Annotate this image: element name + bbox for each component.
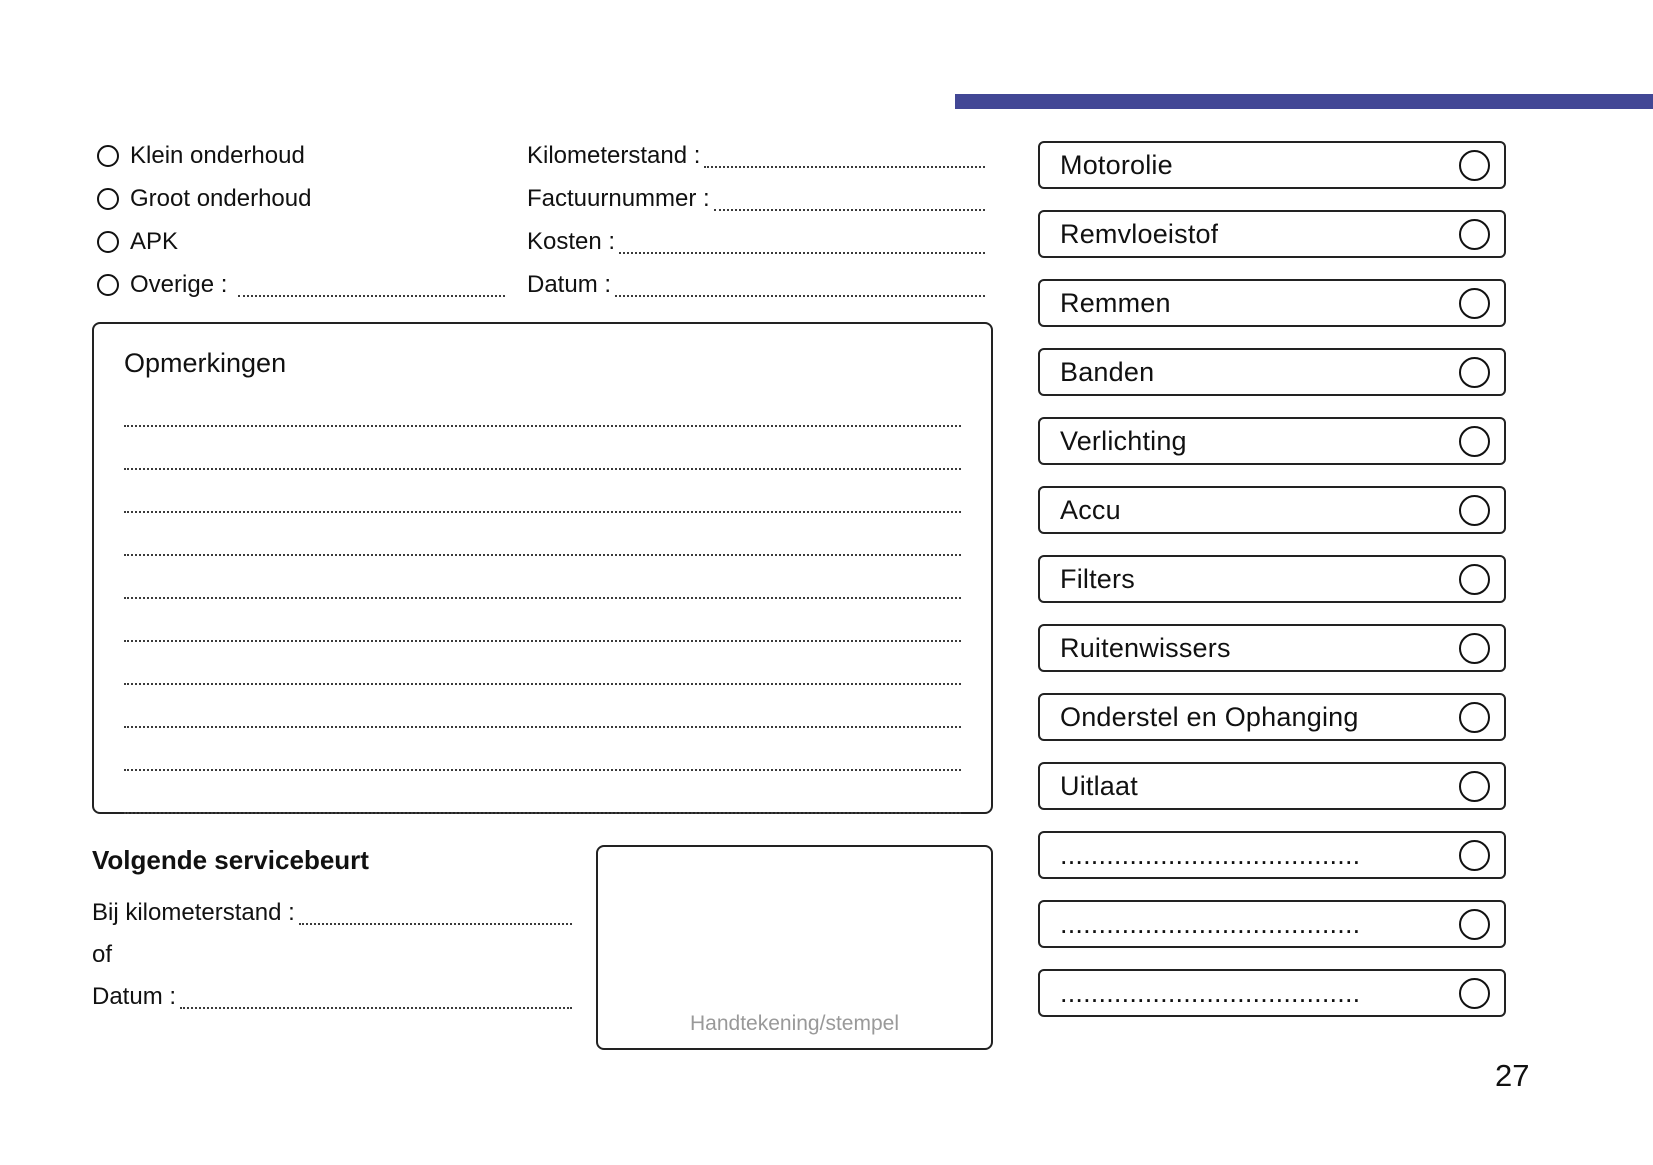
checklist-item-label: Filters	[1060, 563, 1135, 594]
page-number: 27	[1495, 1058, 1530, 1093]
checklist-item-accu	[1038, 486, 1506, 534]
checklist-item-label: .......................................	[1060, 908, 1361, 939]
checklist-item-uitlaat	[1038, 762, 1506, 810]
option-overige	[97, 263, 505, 306]
check-circle-icon	[1459, 495, 1490, 526]
service-type-options	[97, 134, 505, 306]
fill-line	[124, 642, 961, 685]
field-label: Factuurnummer :	[527, 184, 710, 212]
field-kosten	[527, 220, 985, 263]
next-service-date-row	[92, 976, 572, 1018]
next-service-or-label: of	[92, 941, 113, 968]
checklist-item-ruitenwissers	[1038, 624, 1506, 672]
checklist-item-label: .......................................	[1060, 977, 1361, 1008]
check-circle-icon	[1459, 633, 1490, 664]
field-datum	[527, 263, 985, 306]
checklist	[1038, 141, 1506, 1038]
checklist-item-remmen	[1038, 279, 1506, 327]
check-circle-icon	[1459, 840, 1490, 871]
fill-line	[704, 165, 985, 168]
checklist-item-banden	[1038, 348, 1506, 396]
next-service-section	[92, 845, 572, 1018]
checklist-item-label: .......................................	[1060, 839, 1361, 870]
fill-line	[238, 294, 505, 297]
option-apk	[97, 220, 505, 263]
checklist-item-label: Onderstel en Ophanging	[1060, 701, 1359, 732]
check-circle-icon	[1459, 564, 1490, 595]
check-circle-icon	[1459, 357, 1490, 388]
fill-line	[124, 384, 961, 427]
fill-line	[124, 513, 961, 556]
option-klein-onderhoud	[97, 134, 505, 177]
field-label: Datum :	[527, 270, 612, 298]
signature-box	[596, 845, 993, 1050]
fill-line	[299, 922, 572, 925]
checklist-item-motorolie	[1038, 141, 1506, 189]
checklist-item-verlichting	[1038, 417, 1506, 465]
fill-line	[124, 470, 961, 513]
accent-bar	[955, 94, 1653, 109]
remarks-box	[92, 322, 993, 814]
check-circle-icon	[1459, 219, 1490, 250]
field-label: Kilometerstand :	[527, 141, 701, 169]
fill-line	[124, 556, 961, 599]
fill-line	[180, 1006, 572, 1009]
signature-label: Handtekening/stempel	[690, 1012, 899, 1035]
checklist-item-label: Ruitenwissers	[1060, 632, 1231, 663]
fill-line	[124, 685, 961, 728]
radio-circle-icon	[97, 231, 119, 253]
option-label: Klein onderhoud	[130, 141, 305, 169]
checklist-item-label: Banden	[1060, 356, 1155, 387]
check-circle-icon	[1459, 426, 1490, 457]
checklist-item-remvloeistof	[1038, 210, 1506, 258]
checklist-item-label: Remvloeistof	[1060, 218, 1219, 249]
checklist-item-filters	[1038, 555, 1506, 603]
field-factuurnummer	[527, 177, 985, 220]
detail-fields	[527, 134, 985, 306]
check-circle-icon	[1459, 150, 1490, 181]
next-service-km-row	[92, 892, 572, 934]
checklist-item-label: Uitlaat	[1060, 770, 1138, 801]
checklist-item-blank-2	[1038, 900, 1506, 948]
checklist-item-blank-3	[1038, 969, 1506, 1017]
field-label: Datum :	[92, 983, 177, 1010]
field-label: Kosten :	[527, 227, 616, 255]
option-label: APK	[130, 227, 179, 255]
fill-line	[615, 294, 985, 297]
next-service-title: Volgende servicebeurt	[92, 845, 369, 875]
field-kilometerstand	[527, 134, 985, 177]
radio-circle-icon	[97, 188, 119, 210]
remarks-lines	[124, 384, 961, 814]
option-label: Groot onderhoud	[130, 184, 312, 212]
option-groot-onderhoud	[97, 177, 505, 220]
radio-circle-icon	[97, 145, 119, 167]
fill-line	[124, 427, 961, 470]
remarks-title: Opmerkingen	[124, 348, 287, 378]
checklist-item-label: Motorolie	[1060, 149, 1173, 180]
checklist-item-onderstel-en-ophanging	[1038, 693, 1506, 741]
fill-line	[124, 599, 961, 642]
fill-line	[714, 208, 985, 211]
field-label: Bij kilometerstand :	[92, 899, 295, 926]
check-circle-icon	[1459, 978, 1490, 1009]
check-circle-icon	[1459, 771, 1490, 802]
check-circle-icon	[1459, 288, 1490, 319]
checklist-item-blank-1	[1038, 831, 1506, 879]
check-circle-icon	[1459, 702, 1490, 733]
check-circle-icon	[1459, 909, 1490, 940]
fill-line	[124, 771, 961, 814]
fill-line	[619, 251, 985, 254]
checklist-item-label: Remmen	[1060, 287, 1171, 318]
fill-line	[124, 728, 961, 771]
radio-circle-icon	[97, 274, 119, 296]
checklist-item-label: Verlichting	[1060, 425, 1187, 456]
option-label: Overige :	[130, 270, 228, 298]
checklist-item-label: Accu	[1060, 494, 1121, 525]
